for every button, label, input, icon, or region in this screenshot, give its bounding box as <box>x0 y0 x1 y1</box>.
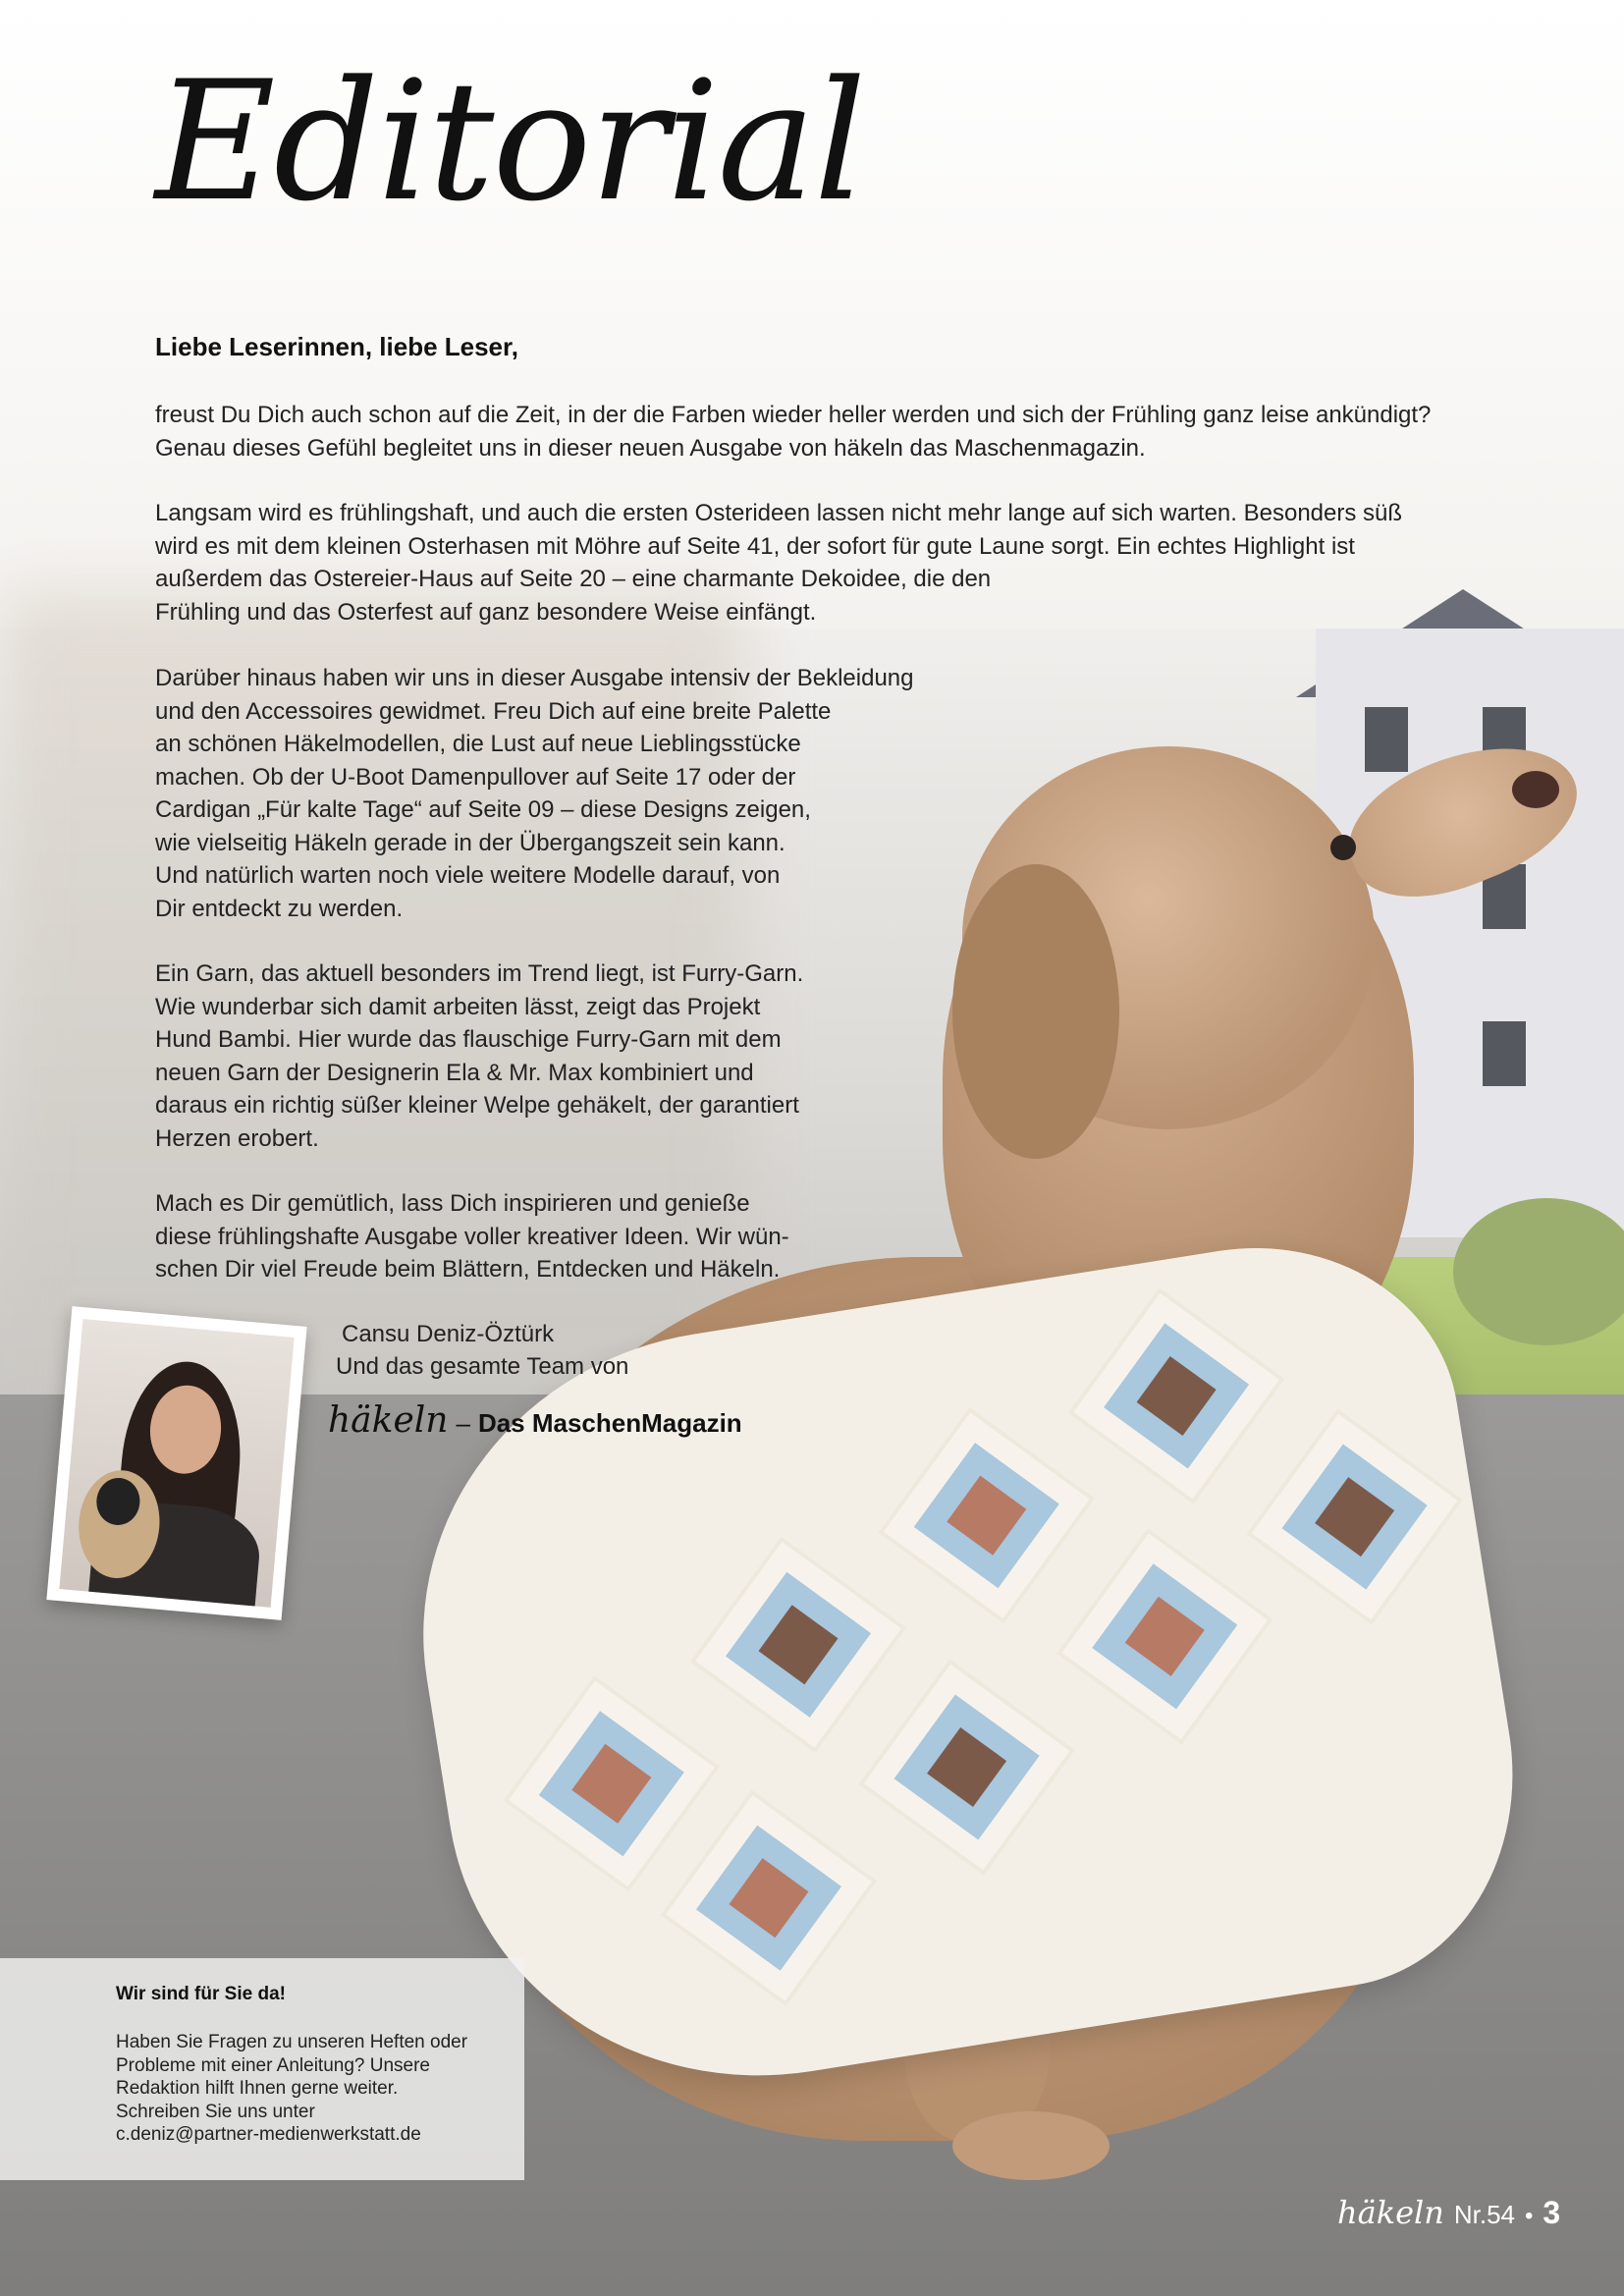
text-line: daraus ein richtig süßer kleiner Welpe gehäkelt, der garantiert <box>155 1092 799 1119</box>
text-line: Mach es Dir gemütlich, lass Dich inspirieren und genieße <box>155 1190 750 1217</box>
signature-team: Und das gesamte Team von <box>336 1353 629 1380</box>
text-line: machen. Ob der U-Boot Damenpullover auf Seite 17 oder der <box>155 763 796 791</box>
granny-square <box>1246 1408 1463 1625</box>
portrait-photo <box>59 1319 294 1608</box>
house-window <box>1483 1021 1526 1086</box>
contact-line: Schreiben Sie uns unter <box>116 2101 315 2122</box>
granny-square <box>858 1659 1075 1876</box>
granny-square <box>661 1789 878 2006</box>
paragraph-1 <box>155 399 1431 465</box>
page-footer <box>1337 2194 1560 2231</box>
signature-name: Cansu Deniz-Öztürk <box>342 1321 555 1347</box>
granny-square <box>690 1536 907 1753</box>
text-line: und den Accessoires gewidmet. Freu Dich auf eine breite Palette <box>155 697 832 725</box>
dog-nose <box>1512 771 1559 808</box>
text-line: Ein Garn, das aktuell besonders im Trend liegt, ist Furry-Garn. <box>155 960 804 987</box>
contact-heading: Wir sind für Sie da! <box>116 1984 286 2004</box>
dog-paw <box>952 2111 1110 2180</box>
editor-portrait <box>46 1306 306 1620</box>
text-line: an schönen Häkelmodellen, die Lust auf neue Lieblingsstücke <box>155 731 801 757</box>
paragraph-3 <box>155 662 914 925</box>
text-line: Frühling und das Osterfest auf ganz besondere Weise einfängt. <box>155 598 817 626</box>
granny-square <box>1056 1528 1273 1745</box>
text-line: außerdem das Ostereier-Haus auf Seite 20 – eine charmante Dekoidee, die den <box>155 566 992 592</box>
house-window <box>1365 707 1408 772</box>
brand-logo-script: häkeln <box>328 1400 449 1441</box>
footer-separator: • <box>1525 2203 1534 2229</box>
brand-name: Das MaschenMagazin <box>477 1408 742 1438</box>
paragraph-4 <box>155 957 803 1155</box>
text-line: Langsam wird es frühlingshaft, und auch die ersten Osterideen lassen nicht mehr lange auf sich warten. Besonders süß <box>155 500 1403 526</box>
text-line: Genau dieses Gefühl begleitet uns in dieser neuen Ausgabe von häkeln das Maschenmagazin. <box>155 434 1146 462</box>
text-line: neuen Garn der Designerin Ela & Mr. Max kombiniert und <box>155 1059 754 1086</box>
signature-brand <box>328 1400 742 1441</box>
text-line: Hund Bambi. Hier wurde das flauschige Furry-Garn mit dem <box>155 1026 782 1053</box>
text-line: Wie wunderbar sich damit arbeiten lässt, zeigt das Projekt <box>155 993 761 1020</box>
text-line: Herzen erobert. <box>155 1124 319 1152</box>
text-line: wird es mit dem kleinen Osterhasen mit Möhre auf Seite 41, der sofort für gute Laune sorgt. Ein echtes Highlight ist <box>155 532 1355 560</box>
text-line: Cardigan „Für kalte Tage“ auf Seite 09 – diese Designs zeigen, <box>155 796 811 823</box>
text-line: Dir entdeckt zu werden. <box>155 895 404 922</box>
greeting: Liebe Leserinnen, liebe Leser, <box>155 332 518 361</box>
issue-number: Nr.54 <box>1453 2200 1516 2229</box>
contact-line: Redaktion hilft Ihnen gerne weiter. <box>116 2078 399 2099</box>
text-line: wie vielseitig Häkeln gerade in der Übergangszeit sein kann. <box>155 829 785 856</box>
page-title: Editorial <box>155 45 865 238</box>
contact-line: Haben Sie Fragen zu unseren Heften oder <box>116 2032 468 2052</box>
page-number: 3 <box>1543 2195 1561 2230</box>
dog-eye <box>1330 835 1356 860</box>
paragraph-5 <box>155 1187 789 1286</box>
text-line: diese frühlingshafte Ausgabe voller kreativer Ideen. Wir wün- <box>155 1223 789 1250</box>
footer-brand: häkeln <box>1337 2194 1444 2231</box>
text-line: Und natürlich warten noch viele weitere Modelle darauf, von <box>155 862 781 889</box>
paragraph-2 <box>155 497 1402 629</box>
brand-dash: – <box>456 1408 470 1438</box>
text-line: Darüber hinaus haben wir uns in dieser Ausgabe intensiv der Bekleidung <box>155 665 914 691</box>
dog-ear <box>952 864 1119 1159</box>
granny-square <box>503 1675 720 1892</box>
contact-text <box>116 2031 505 2147</box>
contact-box <box>0 1958 524 2180</box>
contact-email: c.deniz@partner-medienwerkstatt.de <box>116 2124 421 2145</box>
granny-square <box>1068 1287 1285 1504</box>
granny-square <box>878 1407 1095 1624</box>
text-line: freust Du Dich auch schon auf die Zeit, in der die Farben wieder heller werden und sich der Frühling ganz leise ankündigt? <box>155 402 1432 428</box>
contact-line: Probleme mit einer Anleitung? Unsere <box>116 2054 431 2076</box>
text-line: schen Dir viel Freude beim Blättern, Entdecken und Häkeln. <box>155 1256 781 1283</box>
